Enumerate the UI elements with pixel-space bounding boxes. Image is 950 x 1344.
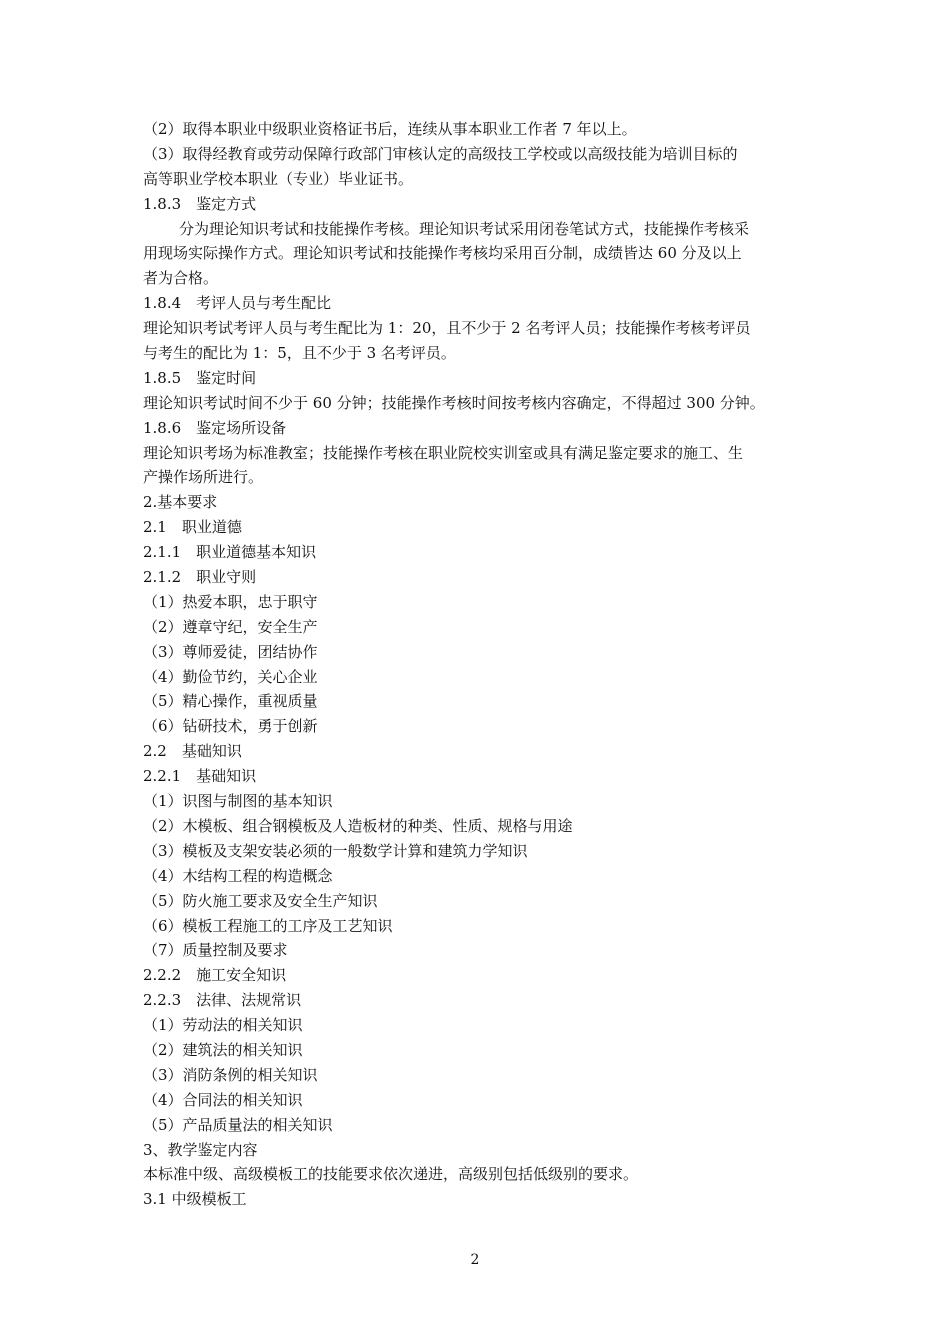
text-line: （2）遵章守纪，安全生产 [143,617,318,636]
text-line: （3）尊师爱徒，团结协作 [143,642,318,661]
text-line: 2.2.3 法律、法规常识 [143,991,302,1010]
text-line: 2.1 职业道德 [143,518,242,537]
text-line: 理论知识考试考评人员与考生配比为 1：20，且不少于 2 名考评人员；技能操作考核考评员 [143,319,751,338]
text-line: （2）取得本职业中级职业资格证书后，连续从事本职业工作者 7 年以上。 [143,120,637,138]
text-line: （3）取得经教育或劳动保障行政部门审核认定的高级技工学校或以高级技能为培训目标的 [143,144,738,163]
text-line: 2.2 基础知识 [143,742,242,761]
text-line: （5）防火施工要求及安全生产知识 [143,891,378,910]
text-line: （5）精心操作，重视质量 [143,692,318,711]
text-line: 高等职业学校本职业（专业）毕业证书。 [143,169,414,188]
text-line: （3）模板及支架安装必须的一般数学计算和建筑力学知识 [143,841,528,860]
text-line: 3、教学鉴定内容 [143,1140,258,1159]
text-line: 理论知识考场为标准教室；技能操作考核在职业院校实训室或具有满足鉴定要求的施工、生 [143,443,744,462]
text-line: 2.1.1 职业道德基本知识 [143,543,317,562]
text-line: 2.2.2 施工安全知识 [143,966,287,985]
text-line: 3.1 中级模板工 [143,1190,247,1209]
text-line: （5）产品质量法的相关知识 [143,1115,333,1134]
text-line: 2.2.1 基础知识 [143,767,257,786]
text-line: （1）识图与制图的基本知识 [143,792,333,811]
text-line: 本标准中级、高级模板工的技能要求依次递进，高级别包括低级别的要求。 [143,1165,639,1184]
text-line: 产操作场所进行。 [143,468,264,487]
text-line: （4）木结构工程的构造概念 [143,866,333,885]
text-line: （1）热爱本职，忠于职守 [143,592,318,611]
text-line: 2.基本要求 [143,493,218,512]
text-line: 1.8.6 鉴定场所设备 [143,418,287,437]
text-line: 1.8.3 鉴定方式 [143,194,257,213]
text-line: （6）钻研技术，勇于创新 [143,717,318,736]
text-line: （1）劳动法的相关知识 [143,1016,303,1035]
text-line: 用现场实际操作方式。理论知识考试和技能操作考核均采用百分制，成绩皆达 60 分及以上 [143,244,742,263]
text-line: （6）模板工程施工的工序及工艺知识 [143,916,393,935]
text-line: 与考生的配比为 1：5，且不少于 3 名考评员。 [143,344,456,363]
text-line: （2）建筑法的相关知识 [143,1040,303,1059]
text-line: 分为理论知识考试和技能操作考核。理论知识考试采用闭卷笔试方式，技能操作考核采 [179,219,750,238]
text-line: （3）消防条例的相关知识 [143,1065,318,1084]
text-line: 2.1.2 职业守则 [143,568,257,587]
page-number: 2 [470,1252,480,1268]
text-line: （2）木模板、组合钢模板及人造板材的种类、性质、规格与用途 [143,816,573,835]
text-line: 理论知识考试时间不少于 60 分钟；技能操作考核时间按考核内容确定，不得超过 300 分钟。 [143,393,765,412]
text-line: （4）合同法的相关知识 [143,1090,303,1109]
text-line: （4）勤俭节约，关心企业 [143,667,318,686]
text-line: 1.8.4 考评人员与考生配比 [143,294,332,313]
text-line: 1.8.5 鉴定时间 [143,368,257,387]
page-body [143,117,813,1212]
text-line: 者为合格。 [143,269,219,288]
text-line: （7）质量控制及要求 [143,941,288,960]
